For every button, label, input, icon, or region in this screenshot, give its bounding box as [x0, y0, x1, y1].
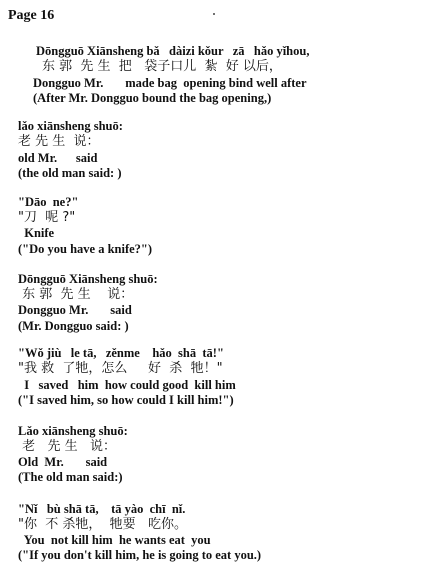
translation-line: ("If you don't kill him, he is going to eat you.)	[18, 548, 262, 562]
translation-line: ("Do you have a knife?")	[18, 242, 153, 256]
pinyin-line: "Wǒ jiù le tā, zěnme hǎo shā tā!"	[18, 346, 224, 360]
gloss-line: You not kill him he wants eat you	[18, 533, 211, 547]
pinyin-line: "Nǐ bù shā tā, tā yào chī nǐ.	[18, 502, 186, 516]
chinese-line: 东 郭 先 生 说：	[18, 287, 134, 302]
pinyin-line: Dōngguō Xiānsheng shuō:	[18, 272, 158, 286]
translation-line: ("I saved him, so how could I kill him!")	[18, 393, 234, 407]
pinyin-line: "Dāo ne?"	[18, 195, 79, 209]
chinese-line: 老 先 生 说：	[18, 134, 100, 149]
gloss-line: I saved him how could good kill him	[18, 378, 236, 392]
scan-speck	[213, 13, 215, 15]
translation-line: (the old man said: )	[18, 166, 122, 180]
translation-line: (After Mr. Dongguo bound the bag opening,)	[33, 91, 272, 105]
gloss-line: old Mr. said	[18, 151, 98, 165]
chinese-line: "我 救 了牠，怎么 好 杀 牠！"	[18, 361, 223, 376]
gloss-line: Knife	[18, 226, 55, 240]
chinese-line: 东 郭 先 生 把 袋子口儿 紮 好 以后，	[42, 59, 282, 74]
gloss-line: Old Mr. said	[18, 455, 108, 469]
gloss-line: Dongguo Mr. said	[18, 303, 132, 317]
pinyin-line: lǎo xiānsheng shuō:	[18, 119, 123, 133]
pinyin-line: Lǎo xiānsheng shuō:	[18, 424, 128, 438]
pinyin-line: Dōngguō Xiānsheng bǎ dàizi kǒur zā hǎo yǐhou,	[36, 44, 310, 58]
chinese-line: "你 不 杀牠， 牠要 吃你。	[18, 517, 188, 532]
translation-line: (The old man said:)	[18, 470, 123, 484]
translation-line: (Mr. Dongguo said: )	[18, 319, 129, 333]
gloss-line: Dongguo Mr. made bag opening bind well after	[33, 76, 307, 90]
chinese-line: 老 先 生 说：	[18, 439, 117, 454]
page-label: Page 16	[8, 8, 55, 23]
chinese-line: "刀 呢 ?"	[18, 210, 76, 225]
